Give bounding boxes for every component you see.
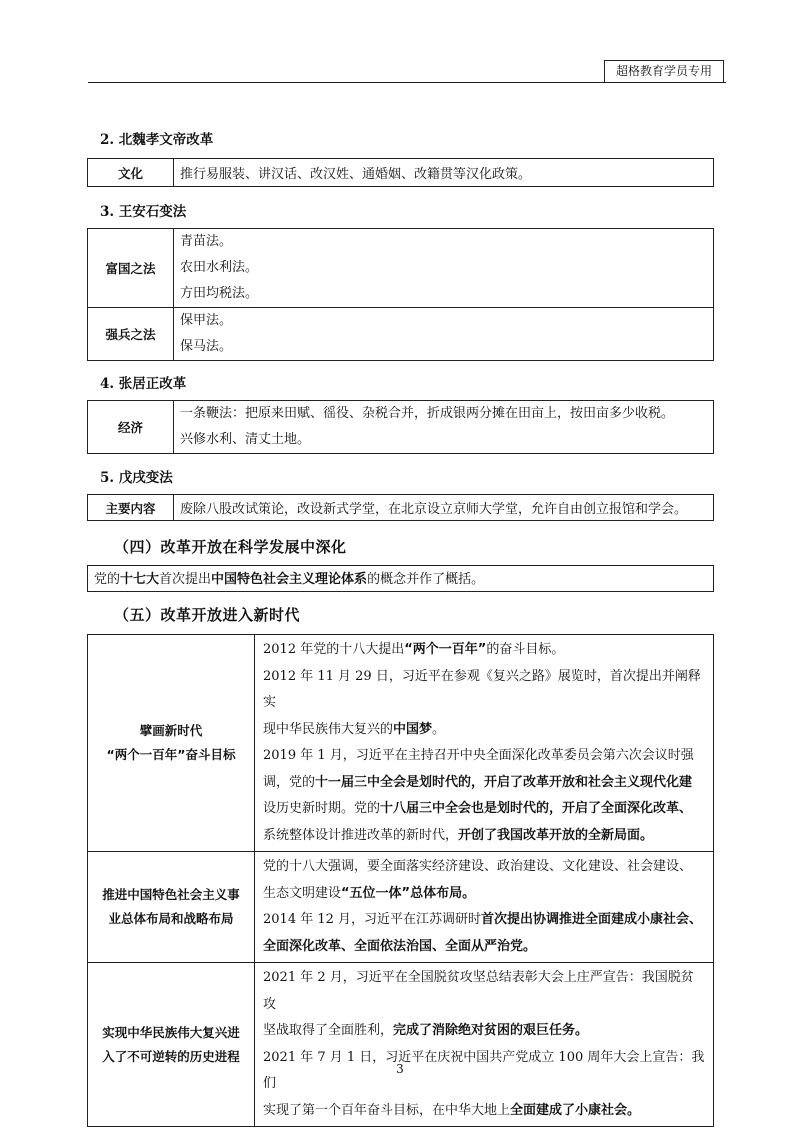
s3-r2-line: 保甲法。: [180, 313, 233, 328]
part-5-title: （五）改革开放进入新时代: [114, 606, 301, 624]
r1-b3: 中国梦: [393, 721, 433, 737]
r3-label-line: 入了不可逆转的历史进程: [102, 1048, 240, 1064]
r2-b2: 首次提出协调推进全面建成小康社会、: [481, 912, 703, 927]
r1-label-line: 擘画新时代: [139, 723, 203, 738]
s2-text: 推行易服装、讲汉话、改汉姓、通婚姻、改籍贯等汉化政策。: [174, 159, 714, 187]
part-4-box: [87, 565, 714, 592]
section-5-table: [87, 494, 714, 521]
s4-line: 一条鞭法：把原来田赋、徭役、杂税合并，折成银两分摊在田亩上，按田亩多少收税。: [180, 406, 675, 421]
r3-label-line: 实现中华民族伟大复兴进: [102, 1024, 240, 1040]
section-5-title: 5. 戊戌变法: [100, 470, 173, 486]
r1-a3: 的奋斗目标。: [486, 642, 565, 657]
r1-c1: 2019 年 1 月，习近平在主持召开中央全面深化改革委员会第六次会议时强: [263, 748, 694, 763]
s3-r2-label: 强兵之法: [88, 308, 174, 361]
r1-b4: 。: [432, 721, 446, 737]
r1-b2: 现中华民族伟大复兴的: [263, 721, 394, 737]
section-4-title: 4. 张居正改革: [100, 376, 187, 392]
page-number: 3: [396, 1062, 404, 1076]
r1-c7: 开创了我国改革开放的全新局面。: [458, 827, 654, 843]
part-5-table: [87, 634, 714, 1127]
section-2-table: [87, 158, 714, 187]
s5-label: 主要内容: [88, 495, 174, 521]
r3-a3: 完成了消除绝对贫困的艰巨任务。: [393, 1023, 589, 1038]
section-2-title: 2. 北魏孝文帝改革: [100, 132, 214, 148]
s3-r1-line: 农田水利法。: [180, 260, 259, 275]
r2-label-line: 推进中国特色社会主义事: [102, 887, 240, 902]
r2-b1: 2014 年 12 月，习近平在江苏调研时: [263, 912, 482, 927]
section-4-table: [87, 400, 714, 454]
p4-t4: 中国特色社会主义理论体系: [211, 572, 368, 587]
r2-a1: 党的十八大强调，要全面落实经济建设、政治建设、文化建设、社会建设、: [263, 859, 693, 874]
r3-a2: 坚战取得了全面胜利，: [263, 1023, 394, 1038]
r1-c6: 系统整体设计推进改革的新时代，: [263, 827, 459, 843]
s3-r2-line: 保马法。: [180, 339, 233, 354]
r1-c2: 调，党的: [263, 774, 316, 790]
header-tag: 超格教育学员专用: [604, 60, 724, 83]
r3-label: [88, 963, 255, 1127]
r1-c3: 十一届三中全会是划时代的，开启了改革开放和社会主义现代化建: [315, 774, 693, 790]
p4-t2: 十七大: [120, 572, 160, 587]
r1-c4: 设历史新时期。党的: [263, 801, 381, 816]
s2-label: 文化: [88, 159, 174, 187]
r2-label: [88, 852, 255, 963]
r2-label-line: 业总体布局和战略布局: [108, 911, 234, 926]
r3-a1: 2021 年 2 月，习近平在全国脱贫攻坚总结表彰大会上庄严宣告：我国脱贫攻: [263, 970, 694, 1012]
s3-r1-line: 青苗法。: [180, 234, 233, 249]
r1-b1: 2012 年 11 月 29 日，习近平在参观《复兴之路》展览时，首次提出并阐释实: [263, 668, 701, 710]
s4-line: 兴修水利、清丈土地。: [180, 432, 311, 447]
p4-t5: 的概念并作了概括。: [367, 572, 485, 587]
s4-label: 经济: [88, 401, 174, 454]
r3-b1: 2021 年 7 月 1 日，习近平在庆祝中国共产党成立 100 周年大会上宣告：我们: [263, 1049, 705, 1091]
s5-text: 废除八股改试策论，改设新式学堂，在北京设立京师大学堂，允许自由创立报馆和学会。: [174, 495, 714, 521]
s3-r1-line: 方田均税法。: [180, 286, 259, 301]
section-3-table: [87, 228, 714, 361]
r1-a1: 2012 年党的十八大提出: [263, 642, 405, 657]
r2-content: [255, 852, 714, 963]
r1-a2: “两个一百年”: [404, 642, 487, 657]
r1-label-line: “两个一百年”奋斗目标: [106, 747, 236, 762]
header-rule: [88, 82, 726, 83]
r3-b3: 全面建成了小康社会。: [510, 1102, 641, 1118]
s3-r1-label: 富国之法: [88, 229, 174, 308]
section-3-title: 3. 王安石变法: [100, 204, 187, 220]
r1-content: [255, 635, 714, 852]
r1-label: [88, 635, 255, 852]
r2-a2: 生态文明建设: [263, 885, 342, 901]
r3-b2: 实现了第一个百年奋斗目标，在中华大地上: [263, 1102, 511, 1118]
p4-t1: 党的: [94, 572, 121, 587]
p4-t3: 首次提出: [159, 572, 212, 587]
r2-a3: “五位一体”总体布局。: [341, 885, 476, 901]
r3-content: [255, 963, 714, 1127]
part-4-title: （四）改革开放在科学发展中深化: [114, 538, 347, 556]
r2-b3: 全面深化改革、全面依法治国、全面从严治党。: [263, 938, 537, 954]
r1-c5: 十八届三中全会也是划时代的，开启了全面深化改革、: [380, 801, 693, 816]
